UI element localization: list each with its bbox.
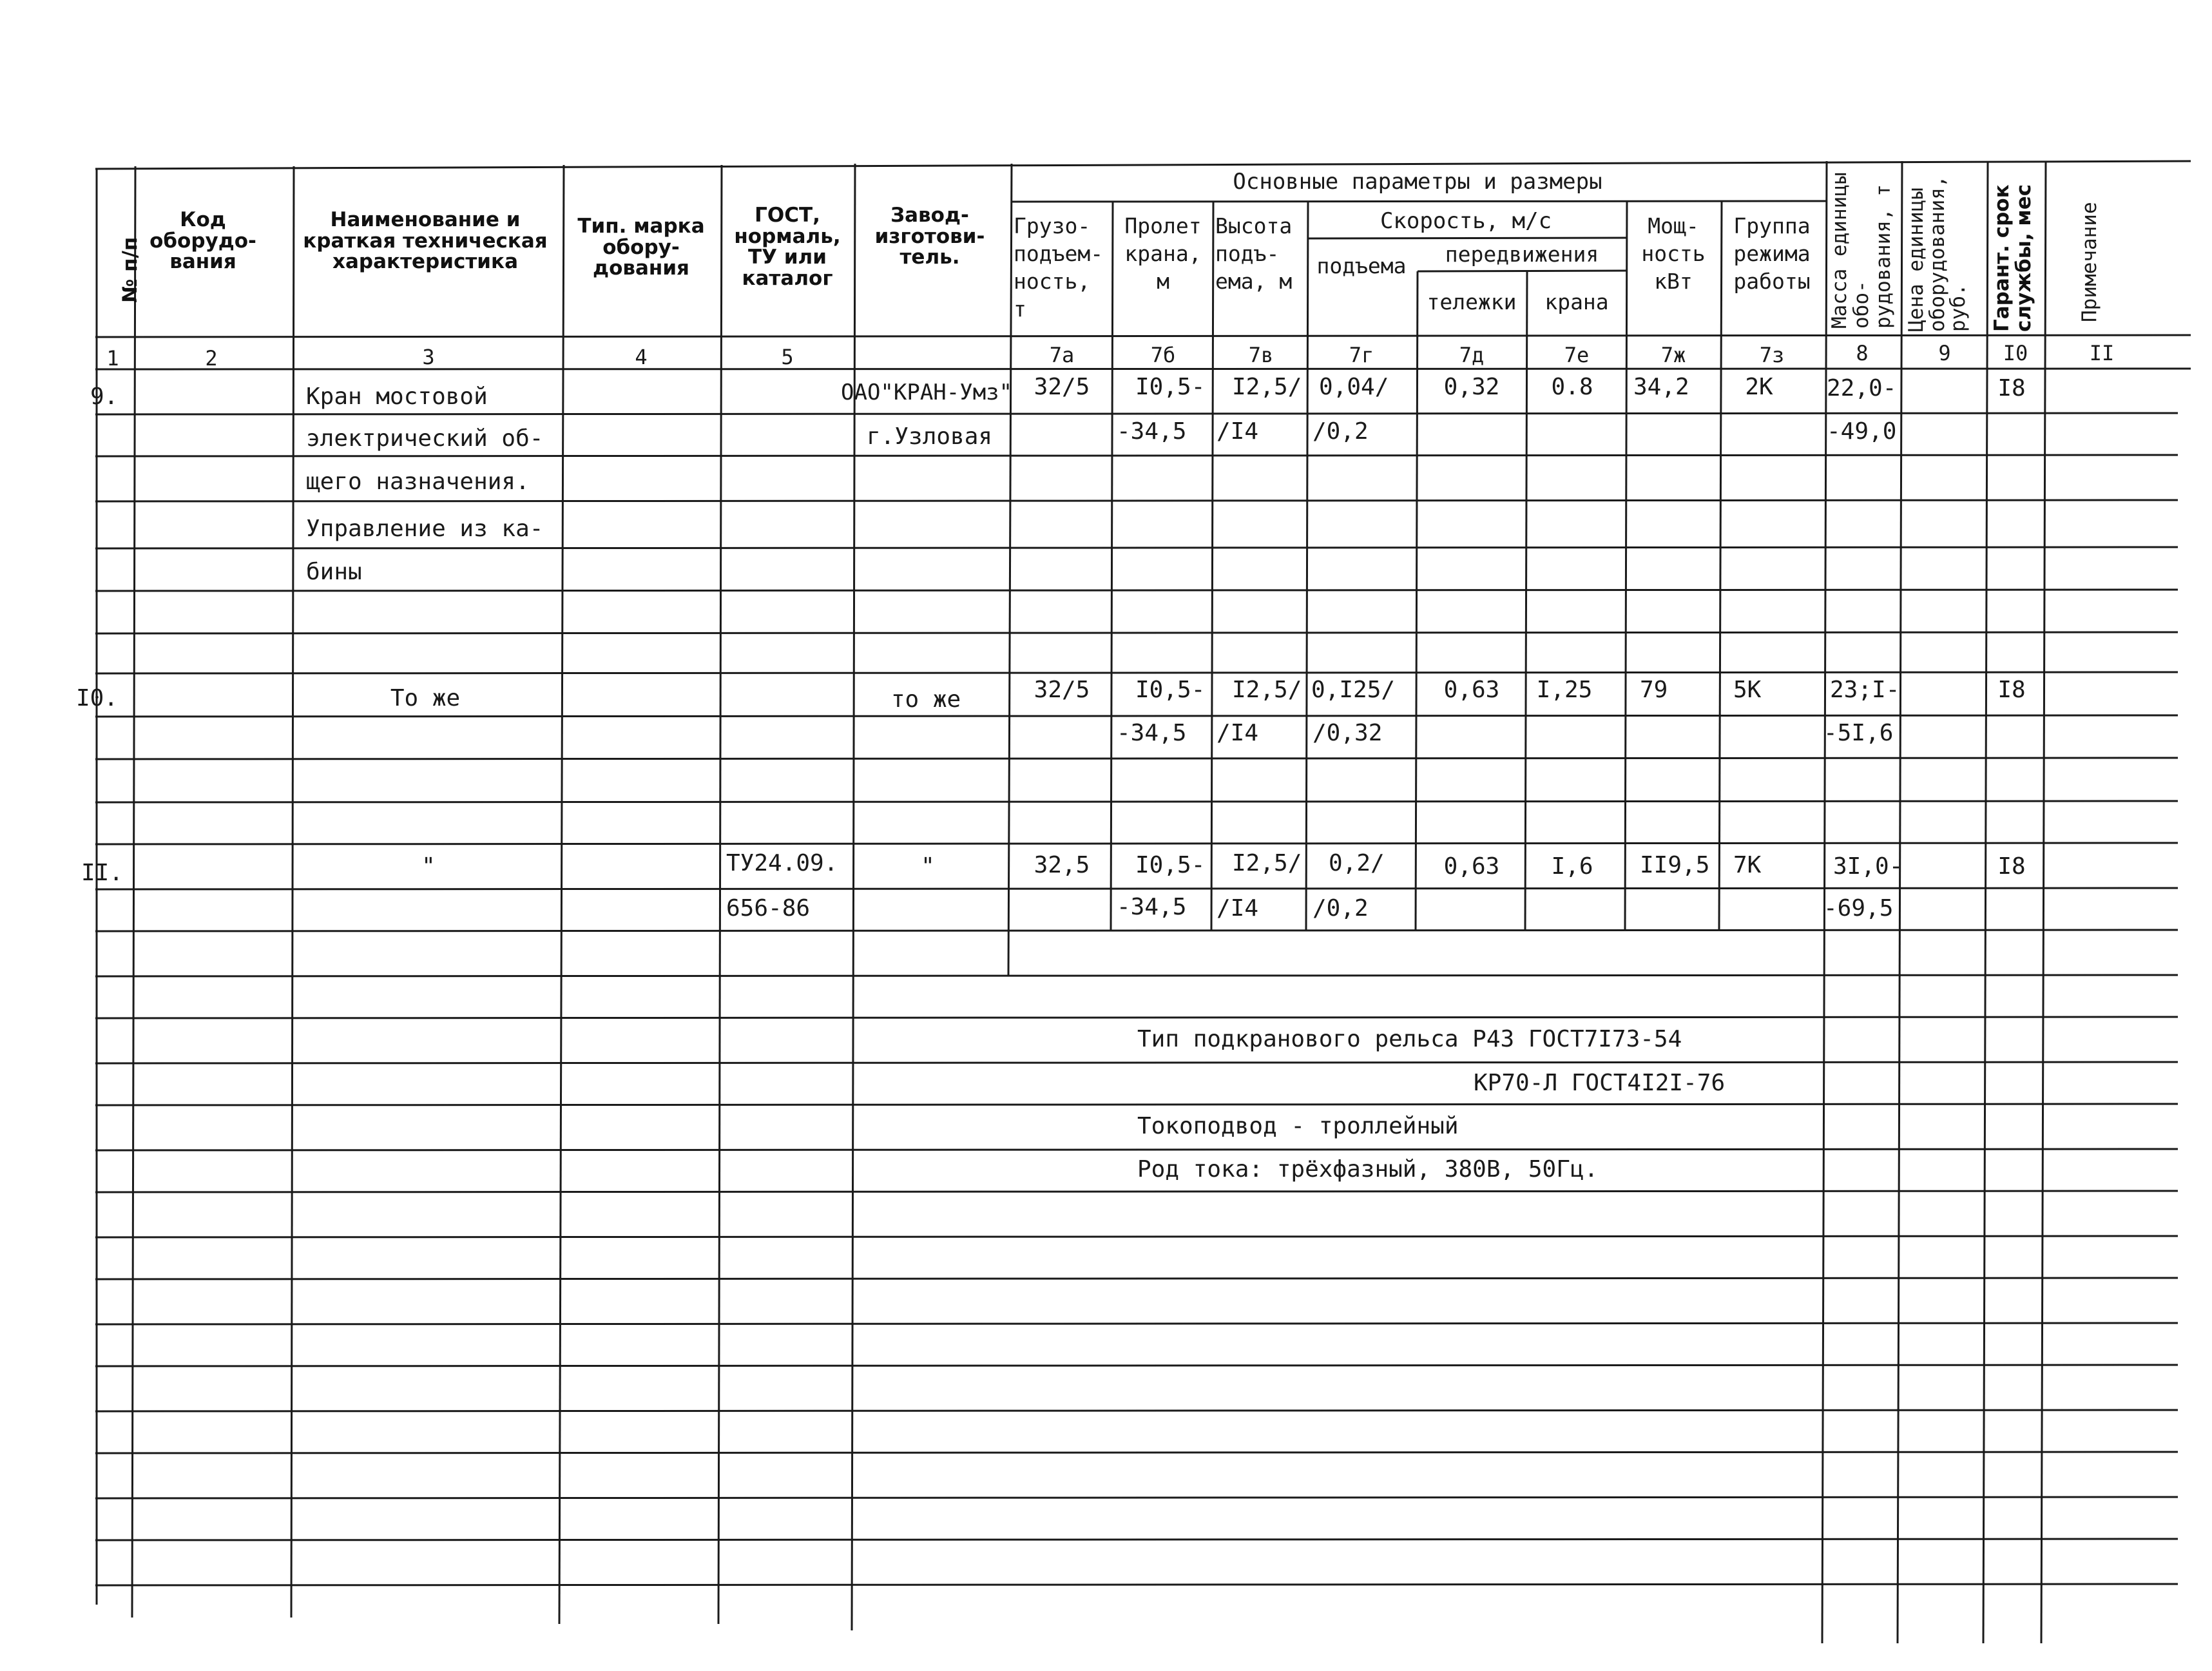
- header-warranty: Гарант. срок службы, мес: [1990, 184, 2036, 332]
- header-price: Цена единицы оборудования, руб.: [1905, 175, 1970, 332]
- row11-height-line1: I2,5/: [1232, 850, 1302, 876]
- row9-name-line4: Управление из ка-: [306, 516, 544, 542]
- row11-name: ": [421, 853, 436, 880]
- index-3: 3: [422, 345, 435, 369]
- row10-group: 5К: [1733, 677, 1762, 703]
- header-num: № п/п: [119, 237, 142, 303]
- row11-span-line2: -34,5: [1117, 894, 1187, 920]
- row11-capacity: 32,5: [1034, 852, 1090, 878]
- header-speed-crane: крана: [1544, 289, 1609, 314]
- row11-warranty: I8: [1997, 853, 2026, 880]
- row9-capacity: 32/5: [1034, 374, 1090, 400]
- row11-power: II9,5: [1640, 852, 1710, 878]
- row9-vlift-line2: /0,2: [1313, 418, 1369, 445]
- row9-maker-line2: г.Узловая: [867, 423, 993, 450]
- index-8: 8: [1856, 341, 1869, 365]
- header-speed-trolley: тележки: [1427, 289, 1517, 314]
- row11-vcrane: I,6: [1551, 853, 1593, 880]
- row10-mass-line1: 23;I-: [1830, 677, 1900, 703]
- row9-vcrane: 0.8: [1551, 374, 1593, 400]
- row11-span-line1: I0,5-: [1135, 852, 1206, 878]
- row9-span-line2: -34,5: [1117, 418, 1187, 445]
- row11-mass-line1: 3I,0-: [1833, 853, 1903, 880]
- row9-name-line3: щего назначения.: [306, 468, 530, 495]
- index-11: II: [2089, 341, 2115, 365]
- row10-num: I0.: [76, 685, 119, 711]
- row11-vlift-line1: 0,2/: [1329, 850, 1385, 876]
- index-2: 2: [205, 346, 218, 371]
- row11-gost-line2: 656-86: [726, 895, 811, 922]
- header-type: Тип. марка обору- дования: [577, 215, 705, 280]
- index-7d: 7д: [1459, 343, 1485, 367]
- header-mass: Масса единицы обо- рудования, т: [1828, 172, 1896, 329]
- header-height: Высота подъ- ема, м: [1215, 213, 1293, 294]
- row9-name-line5: бины: [306, 559, 362, 585]
- row9-name-line1: Кран мостовой: [306, 383, 488, 410]
- header-note: Примечание: [2078, 202, 2101, 322]
- row11-height-line2: /I4: [1217, 895, 1259, 922]
- header-gost: ГОСТ, нормаль, ТУ или каталог: [734, 204, 841, 290]
- header-code: Код оборудо- вания: [149, 208, 256, 274]
- header-power: Мощ- ность кВт: [1641, 213, 1706, 294]
- row9-maker-line1: ОАО"КРАН-Умз": [841, 380, 1013, 405]
- row10-name: То же: [390, 685, 461, 711]
- note-rail-type-2: КР70-Л ГОСТ4I2I-76: [1474, 1070, 1726, 1096]
- row9-mass-line2: -49,0: [1827, 418, 1897, 445]
- row11-vtrolley: 0,63: [1443, 853, 1500, 880]
- index-7zh: 7ж: [1660, 343, 1686, 367]
- index-5: 5: [781, 345, 794, 369]
- row9-mass-line1: 22,0-: [1827, 375, 1897, 401]
- row10-span-line2: -34,5: [1117, 720, 1187, 746]
- row9-name-line2: электрический об-: [306, 425, 544, 452]
- index-10: I0: [2003, 341, 2028, 365]
- row9-vtrolley: 0,32: [1443, 374, 1500, 400]
- row10-vlift-line2: /0,32: [1313, 720, 1383, 746]
- row10-height-line1: I2,5/: [1232, 677, 1302, 703]
- row9-height-line1: I2,5/: [1232, 374, 1302, 400]
- row10-span-line1: I0,5-: [1135, 677, 1206, 703]
- row10-warranty: I8: [1997, 677, 2026, 703]
- header-speed: Скорость, м/с: [1380, 208, 1552, 234]
- row11-maker: ": [921, 853, 935, 880]
- row10-maker: то же: [890, 686, 961, 713]
- header-duty-group: Группа режима работы: [1733, 213, 1811, 294]
- index-7b: 7б: [1150, 343, 1176, 367]
- note-current-supply: Токоподвод - троллейный: [1137, 1113, 1459, 1139]
- header-speed-move: передвижения: [1445, 242, 1599, 267]
- row10-power: 79: [1640, 677, 1668, 703]
- row10-vcrane: I,25: [1536, 677, 1593, 703]
- header-main-params: Основные параметры и размеры: [1233, 169, 1602, 195]
- row11-gost-line1: ТУ24.09.: [726, 850, 838, 876]
- row11-group: 7К: [1733, 852, 1762, 878]
- row10-vtrolley: 0,63: [1443, 677, 1500, 703]
- row11-num: II.: [81, 860, 124, 886]
- row9-vlift-line1: 0,04/: [1319, 374, 1389, 400]
- row9-group: 2К: [1745, 374, 1773, 400]
- index-7a: 7а: [1049, 343, 1075, 367]
- row10-vlift-line1: 0,I25/: [1311, 677, 1396, 703]
- index-7v: 7в: [1248, 343, 1274, 367]
- index-7z: 7з: [1759, 343, 1785, 367]
- header-name: Наименование и краткая техническая характеристика: [303, 208, 548, 274]
- row9-power: 34,2: [1633, 374, 1689, 400]
- row9-height-line2: /I4: [1217, 418, 1259, 445]
- row10-capacity: 32/5: [1034, 677, 1090, 703]
- header-maker: Завод- изготови- тель.: [874, 204, 985, 269]
- index-7g: 7г: [1349, 343, 1374, 367]
- row10-height-line2: /I4: [1217, 720, 1259, 746]
- index-9: 9: [1938, 341, 1951, 365]
- row10-mass-line2: -5I,6: [1823, 720, 1894, 746]
- row9-span-line1: I0,5-: [1135, 374, 1206, 400]
- index-4: 4: [635, 345, 648, 369]
- index-7e: 7е: [1564, 343, 1590, 367]
- note-current-kind: Род тока: трёхфазный, 380В, 50Гц.: [1137, 1156, 1599, 1183]
- header-speed-lift: подъема: [1316, 253, 1407, 278]
- header-span: Пролет крана, м: [1124, 213, 1202, 294]
- row9-num: 9.: [90, 383, 119, 410]
- row11-mass-line2: -69,5: [1823, 895, 1894, 922]
- index-1: 1: [106, 346, 119, 371]
- header-capacity: Грузо- подъем- ность, т: [1014, 213, 1104, 322]
- note-rail-type: Тип подкранового рельса Р43 ГОСТ7I73-54: [1137, 1026, 1682, 1052]
- row9-warranty: I8: [1997, 375, 2026, 401]
- row11-vlift-line2: /0,2: [1313, 895, 1369, 922]
